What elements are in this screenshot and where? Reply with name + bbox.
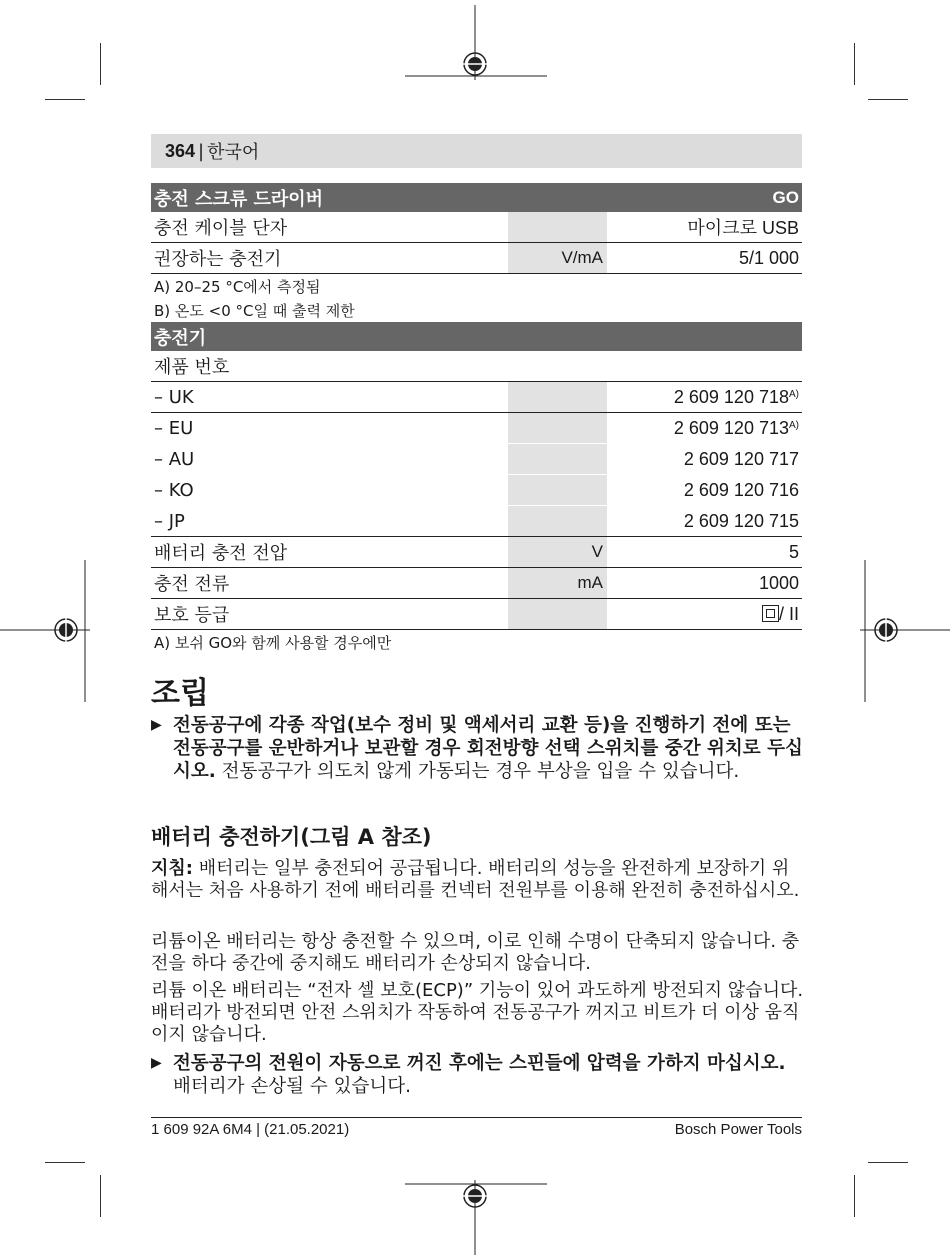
registration-mark-top xyxy=(400,5,550,80)
row-unit: mA xyxy=(508,568,607,598)
paragraph: 리튬이온 배터리는 항상 충전할 수 있으며, 이로 인해 수명이 단축되지 않습니다. 충전을 하다 중간에 중지해도 배터리가 손상되지 않습니다. xyxy=(151,931,800,974)
note-label: 지침: xyxy=(151,858,193,879)
table-row xyxy=(151,475,802,506)
footnote-ref: A) xyxy=(789,388,799,400)
crop-mark xyxy=(868,99,908,100)
bullet-normal: 전동공구가 의도치 않게 가동되는 경우 부상을 입을 수 있습니다. xyxy=(215,761,740,782)
row-label: – JP xyxy=(154,510,185,532)
charger-spec-table xyxy=(151,322,802,654)
row-unit xyxy=(508,475,607,505)
row-label: 배터리 충전 전압 xyxy=(154,543,288,564)
table-row xyxy=(151,413,802,444)
header-language: 한국어 xyxy=(207,142,260,163)
paragraph: 리튬 이온 배터리는 “전자 셀 보호(ECP)” 기능이 있어 과도하게 방전되지 않습니다. 배터리가 방전되면 안전 스위치가 작동하여 전동공구가 꺼지고 비트가 더 이상 움직이지 않습니다. xyxy=(151,980,804,1045)
crop-mark xyxy=(868,1162,908,1163)
footnote: A) 보쉬 GO와 함께 사용할 경우에만 xyxy=(154,633,392,652)
header-separator: | xyxy=(198,140,205,162)
row-label: – EU xyxy=(154,417,194,439)
bullet-text xyxy=(173,1052,806,1098)
row-label: 충전 케이블 단자 xyxy=(154,218,288,239)
row-unit xyxy=(508,444,607,474)
bullet-bold: 전동공구에 각종 작업(보수 정비 및 액세서리 교환 등)을 진행하기 전에 또는 전동공구를 운반하거나 보관할 경우 회전방향 선택 스위치를 중간 위치로 두십시오. xyxy=(173,715,803,782)
crop-mark xyxy=(854,43,855,85)
row-unit xyxy=(508,506,607,536)
row-unit xyxy=(508,599,607,629)
crop-mark xyxy=(45,99,85,100)
page-header xyxy=(151,134,802,168)
row-value xyxy=(607,387,802,408)
bullet-triangle-icon: ▶ xyxy=(151,717,162,733)
table-row xyxy=(151,243,802,274)
subsection-heading: 배터리 충전하기(그림 A 참조) xyxy=(151,825,432,849)
table-row xyxy=(151,351,802,382)
footnote: B) 온도 <0 °C일 때 출력 제한 xyxy=(154,301,355,320)
crop-mark xyxy=(45,1162,85,1163)
row-value: 마이크로 USB xyxy=(687,218,799,238)
table-row xyxy=(151,568,802,599)
empty-cell xyxy=(508,183,607,212)
table-row xyxy=(151,382,802,413)
tool-table-header xyxy=(151,183,802,212)
row-value: 1000 xyxy=(758,572,799,593)
row-value xyxy=(607,511,802,532)
crop-mark xyxy=(854,1175,855,1217)
table-row xyxy=(151,444,802,475)
row-value xyxy=(607,418,802,439)
safety-bullet xyxy=(151,1052,806,1098)
row-label: 보호 등급 xyxy=(154,605,230,626)
row-value xyxy=(607,604,802,625)
tool-spec-table xyxy=(151,183,802,322)
footer-doc-id: 1 609 92A 6M4 | (21.05.2021) xyxy=(151,1121,350,1138)
safety-bullet xyxy=(151,714,806,783)
footnote: A) 20–25 °C에서 측정됨 xyxy=(154,277,321,296)
product-number-label: 제품 번호 xyxy=(154,357,230,378)
row-unit: V xyxy=(508,537,607,567)
row-label: – KO xyxy=(154,479,194,501)
row-unit xyxy=(508,413,607,443)
row-label: – UK xyxy=(154,386,194,408)
value-text: 2 609 120 717 xyxy=(683,448,799,469)
table-row xyxy=(151,599,802,630)
bullet-triangle-icon: ▶ xyxy=(151,1055,162,1071)
registration-mark-right xyxy=(860,555,950,705)
row-value: 5 xyxy=(788,541,799,562)
table-row xyxy=(151,506,802,537)
tool-table-title: 충전 스크류 드라이버 xyxy=(154,188,324,210)
protection-class-ii-icon xyxy=(762,605,779,622)
row-label: 충전 전류 xyxy=(154,574,230,595)
registration-mark-bottom xyxy=(400,1180,550,1255)
section-heading: 조립 xyxy=(151,676,209,711)
crop-mark xyxy=(100,1175,101,1217)
charger-table-header xyxy=(151,322,802,351)
table-row xyxy=(151,537,802,568)
row-value xyxy=(607,449,802,470)
row-unit xyxy=(508,382,607,412)
registration-mark-left xyxy=(0,555,90,705)
page-number: 364 xyxy=(165,140,196,161)
row-value: 5/1 000 xyxy=(738,247,799,268)
charger-table-title: 충전기 xyxy=(154,327,207,349)
value-text: / II xyxy=(778,603,799,624)
note-text: 배터리는 일부 충전되어 공급됩니다. 배터리의 성능을 완전하게 보장하기 위해서는 처음 사용하기 전에 배터리를 컨넥터 전원부를 이용해 완전히 충전하십시오. xyxy=(151,858,800,901)
table-row xyxy=(151,212,802,243)
value-text: 2 609 120 713 xyxy=(673,417,789,438)
row-label: 권장하는 충전기 xyxy=(154,249,282,270)
value-text: 2 609 120 718 xyxy=(673,386,789,407)
row-unit xyxy=(508,212,607,242)
footer-brand: Bosch Power Tools xyxy=(674,1121,802,1138)
note-paragraph xyxy=(151,858,806,902)
bullet-text xyxy=(173,714,806,783)
tool-table-model: GO xyxy=(772,187,799,207)
bullet-bold: 전동공구의 전원이 자동으로 꺼진 후에는 스핀들에 압력을 가하지 마십시오. xyxy=(173,1053,786,1074)
row-value xyxy=(607,480,802,501)
footer-divider xyxy=(151,1117,802,1118)
footnote-ref: A) xyxy=(789,419,799,431)
crop-mark xyxy=(100,43,101,85)
bullet-normal: 배터리가 손상될 수 있습니다. xyxy=(173,1076,411,1097)
value-text: 2 609 120 715 xyxy=(683,510,799,531)
row-unit: V/mA xyxy=(508,243,607,273)
value-text: 2 609 120 716 xyxy=(683,479,799,500)
row-label: – AU xyxy=(154,448,195,470)
